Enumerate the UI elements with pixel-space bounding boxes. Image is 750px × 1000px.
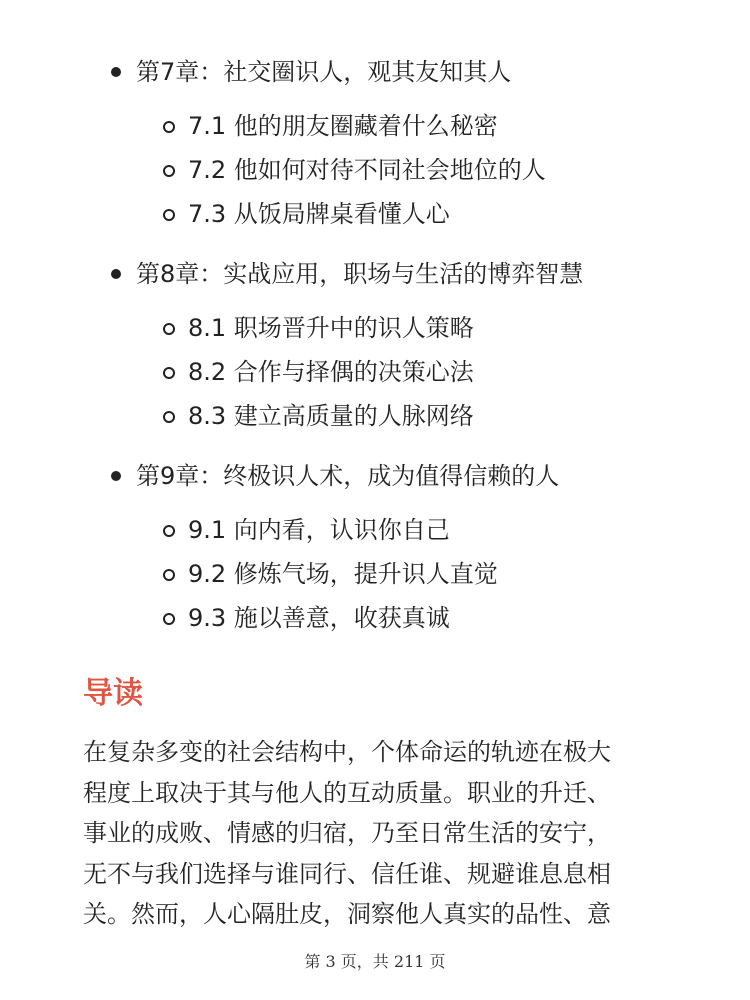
chapter-title: 第8章：实战应用，职场与生活的博弈智慧 [136, 260, 584, 288]
chapter-title: 第7章：社交圈识人，观其友知其人 [136, 58, 512, 86]
section-list [0, 104, 750, 236]
circle-bullet-icon [163, 411, 175, 423]
section-entry[interactable] [0, 508, 750, 552]
paragraph-line: 无不与我们选择与谁同行、信任谁、规避谁息息相 [83, 859, 611, 888]
circle-bullet-icon [163, 323, 175, 335]
section-entry[interactable] [0, 596, 750, 640]
page-number-footer: 第 3 页，共 211 页 [304, 952, 446, 971]
paragraph-line: 程度上取决于其与他人的互动质量。职业的升迁、 [83, 778, 611, 807]
section-title: 8.2 合作与择偶的决策心法 [188, 358, 474, 386]
table-of-contents [0, 48, 750, 654]
paragraph-line: 事业的成败、情感的归宿，乃至日常生活的安宁， [83, 819, 611, 847]
section-title: 7.1 他的朋友圈藏着什么秘密 [188, 112, 498, 140]
chapter-entry[interactable] [0, 48, 750, 96]
circle-bullet-icon [163, 525, 175, 537]
section-title: 8.3 建立高质量的人脉网络 [188, 402, 474, 430]
circle-bullet-icon [163, 367, 175, 379]
chapter-title: 第9章：终极识人术，成为值得信赖的人 [136, 462, 560, 490]
intro-paragraph [83, 732, 671, 935]
section-title: 8.1 职场晋升中的识人策略 [188, 314, 474, 342]
intro-heading: 导读 [83, 676, 143, 711]
paragraph-line: 关。然而，人心隔肚皮，洞察他人真实的品性、意 [83, 900, 611, 928]
disc-bullet-icon [111, 471, 121, 481]
section-title: 9.1 向内看，认识你自己 [188, 516, 450, 544]
section-entry[interactable] [0, 192, 750, 236]
toc-chapter-7 [0, 48, 750, 236]
circle-bullet-icon [163, 121, 175, 133]
section-entry[interactable] [0, 552, 750, 596]
section-title: 7.2 他如何对待不同社会地位的人 [188, 156, 546, 184]
section-list [0, 508, 750, 640]
toc-chapter-8 [0, 250, 750, 438]
section-title: 9.2 修炼气场，提升识人直觉 [188, 560, 498, 588]
section-list [0, 306, 750, 438]
disc-bullet-icon [111, 269, 121, 279]
section-entry[interactable] [0, 350, 750, 394]
toc-chapter-9 [0, 452, 750, 640]
chapter-entry[interactable] [0, 452, 750, 500]
section-title: 7.3 从饭局牌桌看懂人心 [188, 200, 450, 228]
section-entry[interactable] [0, 394, 750, 438]
circle-bullet-icon [163, 569, 175, 581]
section-title: 9.3 施以善意，收获真诚 [188, 604, 450, 632]
paragraph-line: 在复杂多变的社会结构中，个体命运的轨迹在极大 [83, 738, 611, 766]
circle-bullet-icon [163, 209, 175, 221]
circle-bullet-icon [163, 613, 175, 625]
chapter-entry[interactable] [0, 250, 750, 298]
section-entry[interactable] [0, 306, 750, 350]
section-entry[interactable] [0, 148, 750, 192]
circle-bullet-icon [163, 165, 175, 177]
disc-bullet-icon [111, 67, 121, 77]
section-entry[interactable] [0, 104, 750, 148]
